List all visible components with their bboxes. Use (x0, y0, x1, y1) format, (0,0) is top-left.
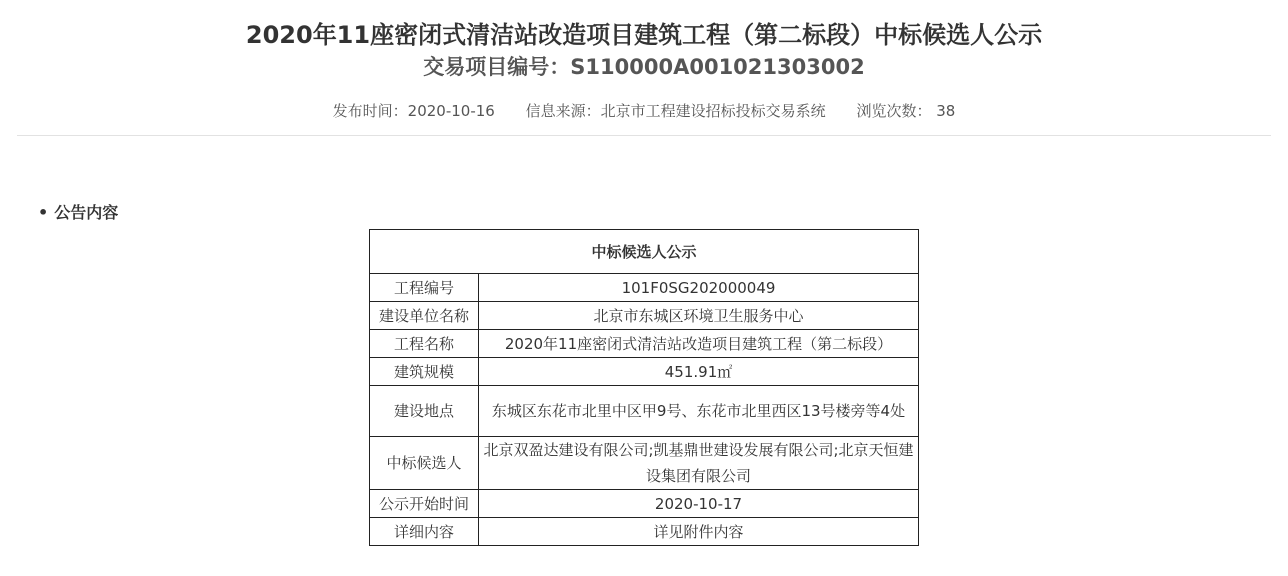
row-value-location: 东城区东花市北里中区甲9号、东花市北里西区13号楼旁等4处 (479, 386, 919, 437)
publish-time-value: 2020-10-16 (407, 102, 495, 120)
table-row (370, 437, 919, 490)
meta-bar (0, 101, 1288, 121)
section-title (38, 200, 118, 223)
row-value-scale: 451.91㎡ (479, 358, 919, 386)
row-value-project-name: 2020年11座密闭式清洁站改造项目建筑工程（第二标段） (479, 330, 919, 358)
info-source (526, 101, 826, 121)
view-count-value: 38 (936, 102, 956, 120)
publish-time (333, 101, 495, 121)
section-title-text: 公告内容 (54, 203, 119, 222)
row-label-location: 建设地点 (370, 386, 479, 437)
candidate-notice-table (369, 229, 919, 546)
page-header (0, 0, 1288, 121)
header-divider (17, 135, 1271, 136)
info-source-value: 北京市工程建设招标投标交易系统 (600, 102, 826, 120)
row-value-start-time: 2020-10-17 (479, 490, 919, 518)
project-code-subtitle: 交易项目编号：S110000A001021303002 (423, 55, 865, 79)
table-row (370, 358, 919, 386)
table-row (370, 490, 919, 518)
view-count-label: 浏览次数： (856, 102, 932, 120)
row-label-project-name: 工程名称 (370, 330, 479, 358)
table-heading: 中标候选人公示 (370, 230, 919, 274)
row-label-project-number: 工程编号 (370, 274, 479, 302)
view-count (856, 101, 955, 121)
row-value-owner: 北京市东城区环境卫生服务中心 (479, 302, 919, 330)
table-row (370, 518, 919, 546)
table-row (370, 386, 919, 437)
publish-time-label: 发布时间： (332, 102, 408, 120)
bullet-icon: • (38, 203, 49, 222)
row-label-owner: 建设单位名称 (370, 302, 479, 330)
table-row (370, 302, 919, 330)
page-title: 2020年11座密闭式清洁站改造项目建筑工程（第二标段）中标候选人公示 (245, 21, 1043, 49)
table-heading-row (370, 230, 919, 274)
row-value-project-number: 101F0SG202000049 (479, 274, 919, 302)
row-value-details: 详见附件内容 (479, 518, 919, 546)
row-label-details: 详细内容 (370, 518, 479, 546)
table-row (370, 330, 919, 358)
table-row (370, 274, 919, 302)
info-source-label: 信息来源： (525, 102, 601, 120)
row-label-start-time: 公示开始时间 (370, 490, 479, 518)
row-value-candidates: 北京双盈达建设有限公司;凯基鼎世建设发展有限公司;北京天恒建设集团有限公司 (479, 437, 919, 490)
row-label-candidates: 中标候选人 (370, 437, 479, 490)
row-label-scale: 建筑规模 (370, 358, 479, 386)
